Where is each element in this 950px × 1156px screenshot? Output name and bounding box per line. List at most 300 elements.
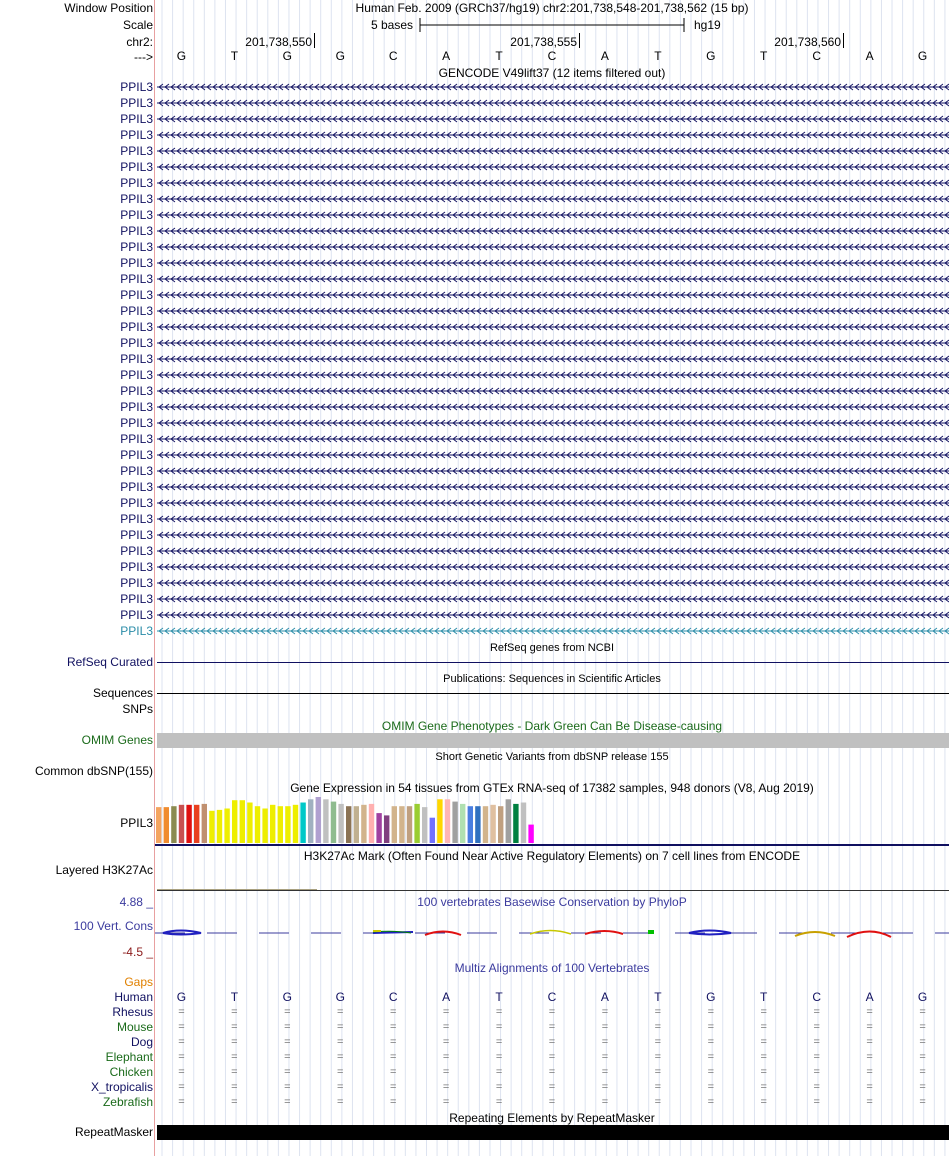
multiz-match-mark: = <box>760 1081 767 1093</box>
multiz-match-mark: = <box>548 1021 556 1033</box>
gencode-gene-label[interactable]: PPIL3 <box>120 336 153 350</box>
multiz-human-base: G <box>917 990 928 1004</box>
pubs-line[interactable] <box>157 693 949 694</box>
multiz-match-mark: = <box>231 1051 238 1063</box>
multiz-human-base: C <box>547 990 557 1004</box>
multiz-match-mark: = <box>231 1081 238 1093</box>
gtex-tissue-bar[interactable] <box>376 813 381 843</box>
multiz-human-base: G <box>706 990 716 1004</box>
multiz-match-mark: = <box>919 1036 926 1048</box>
gtex-tissue-bar[interactable] <box>430 818 435 843</box>
gencode-transcript-line[interactable] <box>157 116 949 122</box>
repeatmasker-label[interactable]: RepeatMasker <box>74 1125 153 1139</box>
phylop-track-title[interactable]: 100 vertebrates Basewise Conservation by PhyloP <box>417 895 687 909</box>
multiz-human-base: T <box>760 990 768 1004</box>
multiz-match-mark: = <box>707 1036 715 1048</box>
h3k27ac-signal <box>157 889 317 890</box>
multiz-match-mark: = <box>284 1096 291 1108</box>
multiz-match-mark: = <box>707 1051 715 1063</box>
multiz-match-mark: = <box>601 1066 609 1078</box>
gencode-transcript-line[interactable] <box>157 564 949 570</box>
gtex-tissue-bar[interactable] <box>498 806 503 843</box>
gencode-gene-label[interactable]: PPIL3 <box>120 448 153 462</box>
gtex-tissue-bar[interactable] <box>255 806 260 843</box>
gencode-transcript-line[interactable] <box>157 164 949 170</box>
pubs-label[interactable]: Sequences <box>92 686 153 700</box>
multiz-match-mark: = <box>707 1081 715 1093</box>
multiz-match-mark: = <box>442 1096 450 1108</box>
multiz-match-mark: = <box>760 1066 767 1078</box>
gtex-tissue-bar[interactable] <box>407 806 412 843</box>
multiz-match-mark: = <box>601 1051 609 1063</box>
gtex-tissue-bar[interactable] <box>490 805 495 843</box>
multiz-human-base: C <box>812 990 821 1004</box>
gencode-transcript-line[interactable] <box>157 612 949 618</box>
phylop-conservation-plot[interactable] <box>155 922 949 946</box>
multiz-gaps-label: Gaps <box>124 975 153 989</box>
multiz-match-mark: = <box>866 1006 873 1018</box>
multiz-match-mark: = <box>495 1036 503 1048</box>
multiz-human-base: T <box>654 990 662 1004</box>
multiz-match-mark: = <box>337 1006 344 1018</box>
gtex-tissue-bar[interactable] <box>369 804 374 843</box>
multiz-species-label[interactable]: Chicken <box>109 1065 153 1079</box>
multiz-match-mark: = <box>601 1021 609 1033</box>
multiz-match-mark: = <box>707 1066 715 1078</box>
multiz-match-mark: = <box>760 1021 767 1033</box>
refseq-gene-line[interactable] <box>157 662 949 663</box>
gtex-tissue-bar[interactable] <box>338 804 343 843</box>
multiz-species-label[interactable]: Zebrafish <box>102 1095 153 1109</box>
gencode-transcript-line[interactable] <box>157 180 949 186</box>
sequence-base: G <box>282 49 292 63</box>
ruler-label-2: 201,738,555 <box>510 35 577 49</box>
gencode-transcript-line[interactable] <box>157 292 949 298</box>
multiz-human-base: G <box>176 990 187 1004</box>
multiz-match-mark: = <box>495 1021 503 1033</box>
window-position-label: Window Position <box>64 1 153 15</box>
gtex-tissue-bar[interactable] <box>164 807 169 843</box>
gtex-tissue-bar[interactable] <box>460 804 465 843</box>
ruler-tick-3 <box>843 33 844 48</box>
gtex-tissue-bar[interactable] <box>293 805 298 843</box>
ruler-tick-1 <box>314 33 315 48</box>
sequence-base: T <box>230 49 239 63</box>
h3k27ac-label[interactable]: Layered H3K27Ac <box>55 863 153 877</box>
gencode-gene-label[interactable]: PPIL3 <box>120 320 153 334</box>
sequence-base: A <box>442 49 451 63</box>
multiz-species-label[interactable]: Rhesus <box>112 1005 153 1019</box>
repeatmasker-element-bar[interactable] <box>157 1125 949 1140</box>
gencode-gene-label[interactable]: PPIL3 <box>120 352 153 366</box>
multiz-match-mark: = <box>866 1021 873 1033</box>
h3k27ac-baseline <box>157 890 949 891</box>
multiz-track-title[interactable]: Multiz Alignments of 100 Vertebrates <box>454 961 650 975</box>
gtex-tissue-bar[interactable] <box>316 797 321 843</box>
h3k27ac-track-title[interactable]: H3K27Ac Mark (Often Found Near Active Regulatory Elements) on 7 cell lines from ENCODE <box>303 849 801 863</box>
gencode-gene-label[interactable]: PPIL3 <box>120 288 153 302</box>
sequence-base: G <box>917 49 928 63</box>
multiz-match-mark: = <box>813 1081 820 1093</box>
multiz-match-mark: = <box>919 1006 926 1018</box>
multiz-match-mark: = <box>866 1066 873 1078</box>
gencode-gene-label[interactable]: PPIL3 <box>120 528 153 542</box>
gencode-transcript-line[interactable] <box>157 356 949 362</box>
multiz-match-mark: = <box>178 1021 185 1033</box>
refseq-track-title[interactable]: RefSeq genes from NCBI <box>489 642 615 654</box>
multiz-match-mark: = <box>442 1081 450 1093</box>
multiz-match-mark: = <box>389 1096 397 1108</box>
gencode-gene-label[interactable]: PPIL3 <box>120 96 153 110</box>
multiz-match-mark: = <box>760 1096 767 1108</box>
multiz-match-mark: = <box>231 1096 238 1108</box>
multiz-match-mark: = <box>495 1066 503 1078</box>
multiz-match-mark: = <box>866 1051 873 1063</box>
multiz-match-mark: = <box>495 1081 503 1093</box>
gencode-transcript-line[interactable] <box>157 388 949 394</box>
multiz-match-mark: = <box>389 1036 397 1048</box>
ruler-tick-2 <box>579 33 580 48</box>
gtex-tissue-bar[interactable] <box>384 815 389 843</box>
gencode-gene-label[interactable]: PPIL3 <box>120 160 153 174</box>
gencode-transcript-line[interactable] <box>157 468 949 474</box>
gencode-transcript-line[interactable] <box>157 276 949 282</box>
multiz-match-mark: = <box>548 1036 556 1048</box>
gtex-tissue-bar[interactable] <box>270 805 275 843</box>
gencode-transcript-line[interactable] <box>157 452 949 458</box>
gencode-transcript-line[interactable] <box>157 532 949 538</box>
assembly-position-text: Human Feb. 2009 (GRCh37/hg19) chr2:201,738,548-201,738,562 (15 bp) <box>355 1 749 15</box>
multiz-match-mark: = <box>707 1021 715 1033</box>
multiz-human-base: T <box>495 990 503 1004</box>
multiz-match-mark: = <box>337 1036 344 1048</box>
sequence-base: C <box>812 49 821 63</box>
gtex-tissue-bar[interactable] <box>217 810 222 843</box>
gencode-gene-label[interactable]: PPIL3 <box>120 512 153 526</box>
gtex-tissue-bar[interactable] <box>399 806 404 843</box>
gencode-transcript-line[interactable] <box>157 500 949 506</box>
gtex-tissue-bar[interactable] <box>452 802 457 843</box>
strand-label: ---> <box>134 50 153 64</box>
gencode-gene-label[interactable]: PPIL3 <box>120 464 153 478</box>
multiz-match-mark: = <box>919 1051 926 1063</box>
gtex-tissue-bar[interactable] <box>392 806 397 843</box>
gencode-gene-label[interactable]: PPIL3 <box>120 496 153 510</box>
multiz-match-mark: = <box>178 1036 185 1048</box>
multiz-match-mark: = <box>813 1051 820 1063</box>
gencode-transcript-line[interactable] <box>157 308 949 314</box>
multiz-species-label[interactable]: X_tropicalis <box>90 1080 153 1094</box>
multiz-match-mark: = <box>231 1036 238 1048</box>
multiz-match-mark: = <box>442 1006 450 1018</box>
gencode-transcript-line[interactable] <box>157 100 949 106</box>
multiz-match-mark: = <box>389 1021 397 1033</box>
gencode-gene-label[interactable]: PPIL3 <box>120 368 153 382</box>
multiz-match-mark: = <box>284 1066 291 1078</box>
gtex-tissue-bar[interactable] <box>209 811 214 843</box>
multiz-species-label[interactable]: Human <box>114 990 153 1004</box>
multiz-match-mark: = <box>284 1006 291 1018</box>
phylop-max-label: 4.88 _ <box>119 895 153 909</box>
gtex-tissue-bar[interactable] <box>521 803 526 843</box>
multiz-match-mark: = <box>760 1006 767 1018</box>
gencode-gene-label[interactable]: PPIL3 <box>120 176 153 190</box>
multiz-match-mark: = <box>337 1021 344 1033</box>
chrom-label: chr2: <box>126 35 153 49</box>
gencode-gene-label[interactable]: PPIL3 <box>120 560 153 574</box>
phylop-label[interactable]: 100 Vert. Cons <box>73 919 153 933</box>
multiz-match-mark: = <box>442 1036 450 1048</box>
gencode-transcript-line[interactable] <box>157 484 949 490</box>
gtex-tissue-bar[interactable] <box>308 799 313 843</box>
gencode-gene-label[interactable]: PPIL3 <box>120 304 153 318</box>
sequence-base: C <box>388 49 398 63</box>
multiz-match-mark: = <box>178 1081 185 1093</box>
gencode-gene-label[interactable]: PPIL3 <box>120 80 153 94</box>
multiz-human-base: A <box>865 990 874 1004</box>
omim-label[interactable]: OMIM Genes <box>81 733 153 747</box>
multiz-species-label[interactable]: Elephant <box>105 1050 153 1064</box>
gencode-gene-label[interactable]: PPIL3 <box>120 192 153 206</box>
multiz-match-mark: = <box>442 1051 450 1063</box>
multiz-match-mark: = <box>548 1066 556 1078</box>
gencode-gene-label[interactable]: PPIL3 <box>120 144 153 158</box>
snps-label[interactable]: SNPs <box>122 702 153 716</box>
gencode-gene-label[interactable]: PPIL3 <box>120 112 153 126</box>
scale-db-text: hg19 <box>694 18 721 32</box>
phylop-min-label: -4.5 _ <box>122 945 153 959</box>
sequence-base: T <box>654 49 662 63</box>
gencode-gene-label[interactable]: PPIL3 <box>120 576 153 590</box>
multiz-match-mark: = <box>231 1006 238 1018</box>
multiz-human-base: G <box>335 990 345 1004</box>
multiz-match-mark: = <box>442 1021 450 1033</box>
gtex-tissue-bar[interactable] <box>240 800 245 843</box>
gencode-gene-label[interactable]: PPIL3 <box>120 208 153 222</box>
gtex-tissue-bar[interactable] <box>513 804 518 843</box>
multiz-species-label[interactable]: Dog <box>130 1035 153 1049</box>
sequence-base: A <box>865 49 874 63</box>
multiz-human-base: C <box>388 990 398 1004</box>
gtex-tissue-bar[interactable] <box>483 806 488 843</box>
multiz-match-mark: = <box>601 1036 609 1048</box>
gencode-transcript-line[interactable] <box>157 212 949 218</box>
gencode-transcript-line[interactable] <box>157 372 949 378</box>
refseq-label[interactable]: RefSeq Curated <box>66 655 153 669</box>
multiz-match-mark: = <box>866 1036 873 1048</box>
sequence-base: T <box>760 49 768 63</box>
gtex-tissue-bar[interactable] <box>346 806 351 843</box>
gtex-tissue-bar[interactable] <box>202 804 207 843</box>
gtex-tissue-bar[interactable] <box>224 809 229 844</box>
gencode-transcript-line[interactable] <box>157 260 949 266</box>
gtex-tissue-bar[interactable] <box>506 799 511 843</box>
gtex-tissue-bar[interactable] <box>232 800 237 843</box>
omim-track-title[interactable]: OMIM Gene Phenotypes - Dark Green Can Be Disease-causing <box>381 719 723 733</box>
gencode-gene-label[interactable]: PPIL3 <box>120 256 153 270</box>
gtex-tissue-bar[interactable] <box>414 804 419 843</box>
multiz-match-mark: = <box>389 1006 397 1018</box>
gencode-gene-label[interactable]: PPIL3 <box>120 480 153 494</box>
gtex-tissue-bar[interactable] <box>300 803 305 843</box>
multiz-human-base: A <box>442 990 451 1004</box>
gtex-tissue-bar[interactable] <box>528 825 533 843</box>
gencode-transcript-line[interactable] <box>157 596 949 602</box>
gencode-gene-label[interactable]: PPIL3 <box>120 240 153 254</box>
multiz-match-mark: = <box>813 1036 820 1048</box>
multiz-human-base: G <box>282 990 292 1004</box>
gtex-label[interactable]: PPIL3 <box>120 816 153 830</box>
gencode-transcript-line[interactable] <box>157 516 949 522</box>
gtex-tissue-bar[interactable] <box>278 806 283 843</box>
multiz-match-mark: = <box>337 1066 344 1078</box>
gencode-transcript-line[interactable] <box>157 628 949 634</box>
gtex-tissue-bar[interactable] <box>156 807 161 843</box>
multiz-match-mark: = <box>813 1066 820 1078</box>
gencode-transcript-line[interactable] <box>157 148 949 154</box>
gencode-transcript-line[interactable] <box>157 84 949 90</box>
gtex-tissue-bar[interactable] <box>437 799 442 843</box>
multiz-match-mark: = <box>284 1081 291 1093</box>
multiz-match-mark: = <box>813 1021 820 1033</box>
gtex-tissue-bar[interactable] <box>468 806 473 843</box>
multiz-match-mark: = <box>389 1051 397 1063</box>
multiz-match-mark: = <box>178 1096 185 1108</box>
gtex-tissue-bar[interactable] <box>475 806 480 843</box>
sequence-base: A <box>600 49 609 63</box>
gencode-gene-label[interactable]: PPIL3 <box>120 400 153 414</box>
sequence-base: G <box>706 49 716 63</box>
gencode-transcripts[interactable] <box>155 80 949 640</box>
multiz-match-mark: = <box>548 1051 556 1063</box>
gencode-transcript-line[interactable] <box>157 244 949 250</box>
multiz-match-mark: = <box>654 1066 662 1078</box>
gtex-tissue-bar[interactable] <box>247 803 252 843</box>
multiz-match-mark: = <box>813 1006 820 1018</box>
sequence-base: G <box>176 49 187 63</box>
gencode-gene-label[interactable]: PPIL3 <box>120 544 153 558</box>
multiz-species-label[interactable]: Mouse <box>116 1020 153 1034</box>
multiz-human-base: A <box>600 990 609 1004</box>
gencode-transcript-line[interactable] <box>157 548 949 554</box>
multiz-match-mark: = <box>284 1051 291 1063</box>
gtex-tissue-bar[interactable] <box>445 799 450 843</box>
gtex-tissue-bar[interactable] <box>422 807 427 843</box>
multiz-human-base: T <box>230 990 239 1004</box>
multiz-match-mark: = <box>866 1096 873 1108</box>
gtex-tissue-bar[interactable] <box>361 805 366 843</box>
ruler-label-1: 201,738,550 <box>245 35 312 49</box>
sequence-base: G <box>335 49 345 63</box>
multiz-match-mark: = <box>654 1081 662 1093</box>
gencode-gene-label[interactable]: PPIL3 <box>120 384 153 398</box>
gencode-gene-label[interactable]: PPIL3 <box>120 608 153 622</box>
gencode-gene-label[interactable]: PPIL3 <box>120 272 153 286</box>
omim-gene-bar[interactable] <box>157 733 949 748</box>
multiz-match-mark: = <box>919 1081 926 1093</box>
multiz-match-mark: = <box>548 1096 556 1108</box>
dbsnp-label[interactable]: Common dbSNP(155) <box>34 764 153 778</box>
multiz-match-mark: = <box>231 1066 238 1078</box>
gtex-tissue-bar[interactable] <box>285 806 290 843</box>
gtex-tissue-bar[interactable] <box>194 805 199 843</box>
gtex-tissue-bar[interactable] <box>171 806 176 843</box>
multiz-match-mark: = <box>866 1081 873 1093</box>
multiz-match-mark: = <box>707 1006 715 1018</box>
multiz-match-mark: = <box>284 1036 291 1048</box>
multiz-match-mark: = <box>495 1006 503 1018</box>
gencode-transcript-line[interactable] <box>157 404 949 410</box>
gtex-tissue-bar[interactable] <box>186 805 191 843</box>
scale-bases-text: 5 bases <box>371 18 414 32</box>
gtex-track-title[interactable]: Gene Expression in 54 tissues from GTEx RNA-seq of 17382 samples, 948 donors (V8, Aug 2019) <box>290 781 814 795</box>
multiz-match-mark: = <box>760 1051 767 1063</box>
multiz-match-mark: = <box>601 1081 609 1093</box>
multiz-match-mark: = <box>919 1096 926 1108</box>
multiz-match-mark: = <box>919 1066 926 1078</box>
multiz-match-mark: = <box>337 1081 344 1093</box>
multiz-match-mark: = <box>813 1096 820 1108</box>
multiz-match-mark: = <box>284 1021 291 1033</box>
multiz-match-mark: = <box>495 1096 503 1108</box>
gencode-gene-label[interactable]: PPIL3 <box>120 432 153 446</box>
multiz-match-mark: = <box>548 1006 556 1018</box>
gtex-tissue-bar[interactable] <box>354 806 359 843</box>
scale-bar <box>418 16 688 34</box>
pubs-track-title[interactable]: Publications: Sequences in Scientific Articles <box>443 673 661 685</box>
multiz-match-mark: = <box>389 1081 397 1093</box>
repeatmasker-track-title[interactable]: Repeating Elements by RepeatMasker <box>449 1111 655 1125</box>
gencode-gene-label[interactable]: PPIL3 <box>120 128 153 142</box>
multiz-match-mark: = <box>654 1051 662 1063</box>
gencode-track-title[interactable]: GENCODE V49lift37 (12 items filtered out) <box>438 66 666 80</box>
multiz-match-mark: = <box>654 1096 662 1108</box>
gencode-transcript-line[interactable] <box>157 196 949 202</box>
multiz-match-mark: = <box>495 1051 503 1063</box>
multiz-match-mark: = <box>654 1036 662 1048</box>
gencode-transcript-line[interactable] <box>157 436 949 442</box>
gencode-transcript-line[interactable] <box>157 324 949 330</box>
gencode-transcript-line[interactable] <box>157 580 949 586</box>
sequence-base: T <box>495 49 503 63</box>
gtex-tissue-bar[interactable] <box>323 799 328 843</box>
multiz-match-mark: = <box>178 1006 185 1018</box>
gencode-transcript-line[interactable] <box>157 420 949 426</box>
gencode-gene-label[interactable]: PPIL3 <box>120 624 153 638</box>
multiz-match-mark: = <box>178 1066 185 1078</box>
multiz-match-mark: = <box>337 1051 344 1063</box>
gencode-gene-label[interactable]: PPIL3 <box>120 224 153 238</box>
multiz-match-mark: = <box>548 1081 556 1093</box>
multiz-match-mark: = <box>442 1066 450 1078</box>
multiz-match-mark: = <box>760 1036 767 1048</box>
gencode-transcript-line[interactable] <box>157 132 949 138</box>
gtex-tissue-bar[interactable] <box>262 809 267 844</box>
gtex-tissue-bar[interactable] <box>331 802 336 843</box>
multiz-match-mark: = <box>601 1006 609 1018</box>
gtex-expression-bars[interactable] <box>155 797 949 847</box>
gencode-transcript-line[interactable] <box>157 340 949 346</box>
ruler-label-3: 201,738,560 <box>774 35 841 49</box>
dbsnp-track-title[interactable]: Short Genetic Variants from dbSNP release 155 <box>435 751 669 763</box>
sequence-base: C <box>547 49 557 63</box>
multiz-match-mark: = <box>389 1066 397 1078</box>
gtex-tissue-bar[interactable] <box>179 805 184 843</box>
multiz-match-mark: = <box>178 1051 185 1063</box>
gencode-gene-label[interactable]: PPIL3 <box>120 592 153 606</box>
gencode-transcript-line[interactable] <box>157 228 949 234</box>
gencode-gene-label[interactable]: PPIL3 <box>120 416 153 430</box>
